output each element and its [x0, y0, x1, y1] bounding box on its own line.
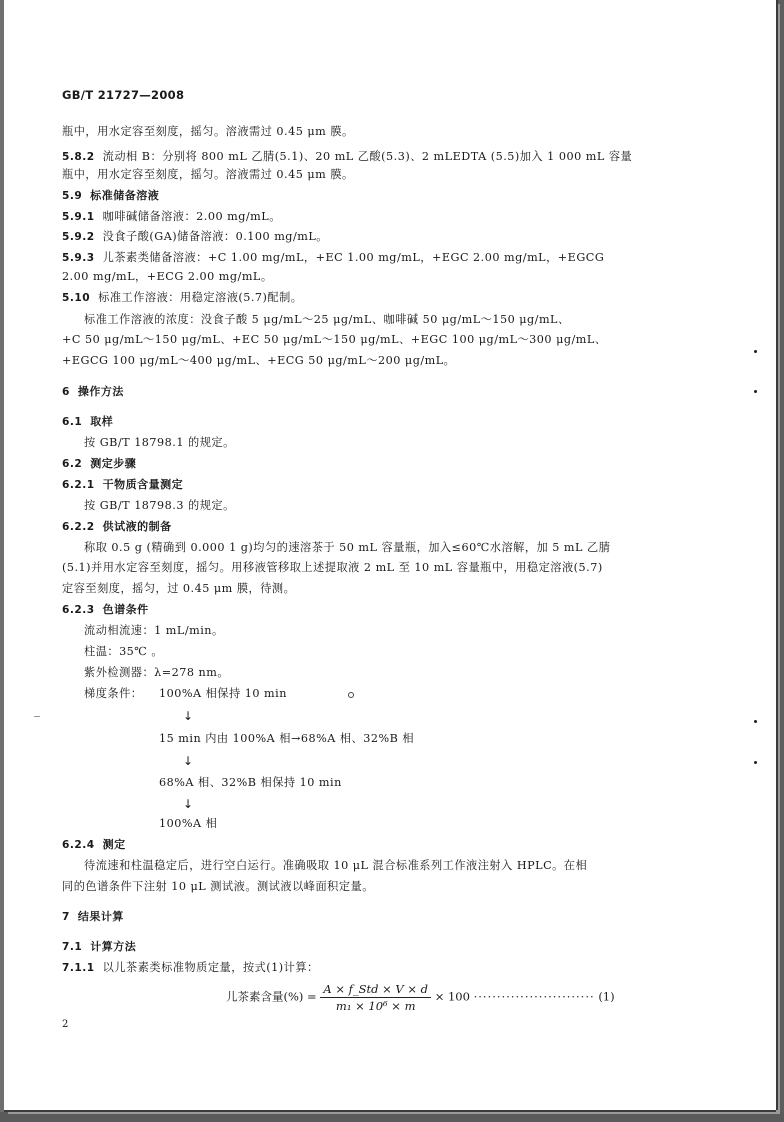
- scan-speck: [754, 720, 757, 723]
- clause-text: 咖啡碱储备溶液：2.00 mg/mL。: [102, 210, 281, 223]
- viewer-right-border: [778, 0, 784, 1122]
- clause-text: 儿茶素类储备溶液：+C 1.00 mg/mL，+EC 1.00 mg/mL，+EGC 2.00 mg/mL，+EGCG: [102, 251, 605, 264]
- clause-5-9-1: [62, 210, 281, 224]
- clause-number: 5.9.2: [62, 231, 95, 243]
- formula-lhs: 儿茶素含量(%) =: [226, 989, 317, 1004]
- formula-leader: ··························: [473, 989, 595, 1004]
- clause-number: 5.9.3: [62, 252, 95, 264]
- clause-number: 7: [62, 911, 70, 923]
- formula-denominator: m₁ × 10⁶ × m: [335, 999, 416, 1013]
- clause-5-9-3: [62, 251, 604, 265]
- clause-number: 5.9: [62, 190, 83, 202]
- clause-5-8-2: [62, 150, 632, 164]
- down-arrow-icon: ↓: [183, 797, 194, 811]
- heading-5-9: [62, 189, 159, 203]
- clause-number: 7.1: [62, 941, 83, 953]
- heading-text: 干物质含量测定: [102, 478, 184, 491]
- text-line: 流动相流速：1 mL/min。: [84, 624, 224, 637]
- heading-text: 计算方法: [90, 940, 137, 953]
- gradient-step-2: 15 min 内由 100%A 相→68%A 相、32%B 相: [159, 732, 415, 745]
- text-line: 2.00 mg/mL，+ECG 2.00 mg/mL。: [62, 270, 273, 283]
- scan-speck: [754, 350, 757, 353]
- clause-number: 5.9.1: [62, 211, 95, 223]
- text-line: 瓶中，用水定容至刻度，摇匀。溶液需过 0.45 μm 膜。: [62, 125, 354, 138]
- scan-speck: [754, 761, 757, 764]
- heading-text: 测定: [102, 838, 126, 851]
- heading-text: 标准储备溶液: [90, 189, 160, 202]
- clause-number: 7.1.1: [62, 962, 95, 974]
- formula-1: [226, 982, 615, 1013]
- text-line: +EGCG 100 μg/mL～400 μg/mL、+ECG 50 μg/mL～200 μg/mL。: [62, 354, 456, 367]
- text-line: +C 50 μg/mL～150 μg/mL、+EC 50 μg/mL～150 μg/mL、+EGC 100 μg/mL～300 μg/mL、: [62, 333, 607, 346]
- heading-text: 结果计算: [77, 910, 124, 923]
- clause-number: 6.1: [62, 416, 83, 428]
- formula-numerator: A × f_Std × V × d: [320, 982, 431, 998]
- gradient-step-3: 68%A 相、32%B 相保持 10 min: [159, 776, 342, 789]
- heading-6-2-3: [62, 603, 149, 617]
- clause-text: 没食子酸(GA)储备溶液：0.100 mg/mL。: [102, 230, 328, 243]
- text-line: 按 GB/T 18798.3 的规定。: [84, 499, 235, 512]
- heading-text: 操作方法: [77, 385, 124, 398]
- clause-number: 6.2.2: [62, 521, 95, 533]
- clause-text: 以儿茶素类标准物质定量，按式(1)计算：: [102, 961, 319, 974]
- heading-6: [62, 385, 124, 399]
- scan-speck: [34, 716, 40, 717]
- clause-number: 6.2.3: [62, 604, 95, 616]
- clause-5-9-2: [62, 230, 328, 244]
- text-line: 同的色谱条件下注射 10 μL 测试液。测试液以峰面积定量。: [62, 880, 374, 893]
- heading-7: [62, 910, 124, 924]
- text-line: 紫外检测器：λ=278 nm。: [84, 666, 230, 679]
- down-arrow-icon: ↓: [183, 754, 194, 768]
- text-line: 瓶中，用水定容至刻度，摇匀。溶液需过 0.45 μm 膜。: [62, 168, 354, 181]
- gradient-step-4: 100%A 相: [159, 817, 218, 830]
- page-number: 2: [62, 1019, 69, 1030]
- down-arrow-icon: ↓: [183, 709, 194, 723]
- speck-mark: [348, 692, 354, 698]
- clause-7-1-1: [62, 961, 319, 975]
- text-line: 梯度条件：: [84, 687, 143, 700]
- heading-6-2-4: [62, 838, 126, 852]
- heading-6-1: [62, 415, 113, 429]
- text-line: 定容至刻度，摇匀，过 0.45 μm 膜，待测。: [62, 582, 296, 595]
- document-page: [4, 0, 776, 1110]
- scan-speck: [754, 390, 757, 393]
- clause-number: 6.2.1: [62, 479, 95, 491]
- heading-text: 取样: [90, 415, 114, 428]
- clause-number: 6: [62, 386, 70, 398]
- text-line: 待流速和柱温稳定后，进行空白运行。准确吸取 10 μL 混合标准系列工作液注射入 HPLC。在相: [84, 859, 588, 872]
- formula-rhs: × 100: [434, 989, 470, 1004]
- text-line: 标准工作溶液的浓度：没食子酸 5 μg/mL～25 μg/mL、咖啡碱 50 μg/mL～150 μg/mL、: [84, 313, 570, 326]
- text-line: (5.1)并用水定容至刻度，摇匀。用移液管移取上述提取液 2 mL 至 10 mL 容量瓶中，用稳定溶液(5.7): [62, 561, 603, 574]
- clause-number: 6.2.4: [62, 839, 95, 851]
- clause-number: 5.10: [62, 292, 91, 304]
- clause-5-10: [62, 291, 302, 305]
- viewer-bottom-border: [0, 1112, 784, 1122]
- heading-6-2: [62, 457, 136, 471]
- text-line: 称取 0.5 g (精确到 0.000 1 g)均匀的速溶茶于 50 mL 容量瓶，加入≤60℃水溶解，加 5 mL 乙腈: [84, 541, 611, 554]
- heading-7-1: [62, 940, 136, 954]
- text-line: 按 GB/T 18798.1 的规定。: [84, 436, 235, 449]
- heading-text: 测定步骤: [90, 457, 137, 470]
- formula-label: (1): [598, 989, 615, 1004]
- clause-text: 流动相 B：分别将 800 mL 乙腈(5.1)、20 mL 乙酸(5.3)、2 mLEDTA (5.5)加入 1 000 mL 容量: [102, 150, 633, 163]
- gradient-step-1: 100%A 相保持 10 min: [159, 687, 287, 700]
- clause-number: 6.2: [62, 458, 83, 470]
- heading-6-2-2: [62, 520, 172, 534]
- clause-number: 5.8.2: [62, 151, 95, 163]
- clause-text: 标准工作溶液：用稳定溶液(5.7)配制。: [98, 291, 303, 304]
- heading-text: 色谱条件: [102, 603, 149, 616]
- standard-header: GB/T 21727—2008: [62, 88, 185, 102]
- heading-text: 供试液的制备: [102, 520, 172, 533]
- formula-fraction: [320, 982, 431, 1013]
- text-line: 柱温：35℃ 。: [84, 645, 164, 658]
- heading-6-2-1: [62, 478, 183, 492]
